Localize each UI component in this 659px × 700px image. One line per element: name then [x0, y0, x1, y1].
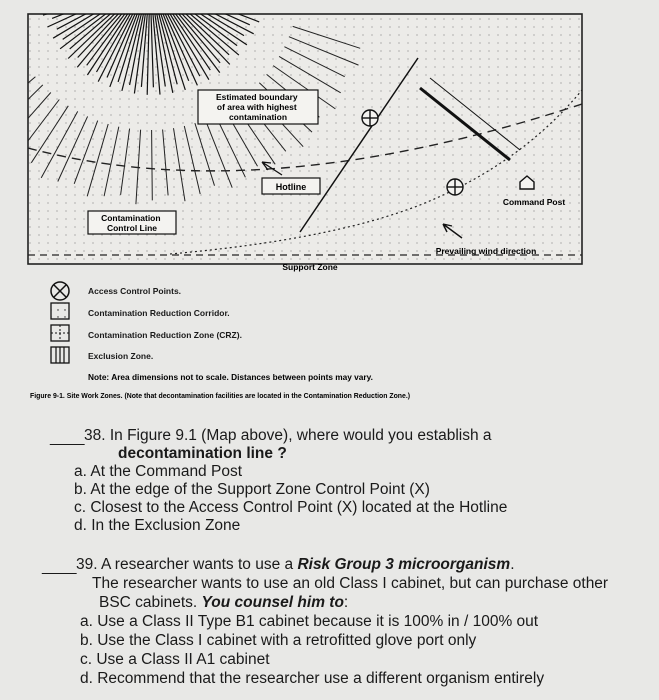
hatch-line	[152, 130, 153, 200]
contamination-ray	[43, 0, 122, 15]
legend	[51, 282, 373, 382]
dashed-square-icon	[51, 325, 69, 341]
ccl-label-line-2: Control Line	[106, 223, 158, 233]
option-d[interactable]: d. Recommend that the researcher use a different organism entirely	[80, 670, 545, 687]
answer-blank[interactable]: ____	[42, 558, 77, 575]
svg-text:Contamination Control Line	[101, 213, 163, 233]
contamination-ray	[179, 0, 257, 2]
boundary-label-line-1: Estimated boundary	[215, 92, 298, 102]
contamination-ray	[179, 0, 263, 10]
access-control-point-icon	[362, 110, 378, 126]
hatch-line	[0, 59, 23, 96]
hotline-label: Hotline	[275, 182, 307, 192]
support-zone-label: Support Zone	[282, 262, 338, 272]
stem-emphasis: Risk Group 3 microorganism	[297, 556, 511, 573]
option-c[interactable]: c. Use a Class II A1 cabinet	[80, 651, 270, 668]
ccl-label-line-1: Contamination	[101, 213, 161, 223]
access-control-point-icon	[447, 179, 463, 195]
question-stem-line-3	[99, 594, 348, 612]
option-d[interactable]: d. In the Exclusion Zone	[74, 517, 241, 534]
svg-text:Access Control Points. C	[88, 286, 244, 361]
contamination-ray	[179, 0, 255, 14]
option-b[interactable]: b. Use the Class I cabinet with a retrofitted glove port only	[80, 632, 477, 649]
answer-blank[interactable]: ____	[50, 429, 85, 446]
circle-x-icon	[51, 282, 69, 300]
legend-item-exclusion: Exclusion Zone.	[88, 351, 154, 361]
question-stem-line-1	[76, 556, 515, 574]
figure-caption: Figure 9-1. Site Work Zones. (Note that decontamination facilities are located in the Contamination Reduction Zone.)	[30, 393, 411, 400]
contamination-ray	[34, 0, 121, 11]
stem-emphasis: You counsel him to	[201, 594, 344, 611]
wind-direction-label: Prevailing wind direction	[435, 246, 537, 256]
hatched-square-icon	[51, 347, 69, 363]
option-b[interactable]: b. At the edge of the Support Zone Control Point (X)	[74, 481, 430, 498]
legend-item-crz: Contamination Reduction Zone (CRZ).	[88, 330, 242, 340]
boundary-label-line-3: contamination	[228, 112, 288, 122]
figure-note: Note: Area dimensions not to scale. Distances between points may vary.	[88, 372, 373, 382]
stem-punct: .	[510, 556, 515, 573]
stem-text: 39. A researcher wants to use a	[76, 556, 298, 573]
option-c[interactable]: c. Closest to the Access Control Point (X) located at the Hotline	[74, 499, 508, 516]
stem-text: BSC cabinets.	[99, 594, 202, 611]
hatch-line	[0, 68, 29, 106]
legend-item-corridor: Contamination Reduction Corridor.	[88, 308, 230, 318]
contamination-ray	[40, 0, 121, 3]
question-stem: 38. In Figure 9.1 (Map above), where would you establish a	[84, 427, 492, 444]
legend-item-access-control: Access Control Points.	[88, 286, 182, 296]
option-a[interactable]: a. At the Command Post	[74, 463, 243, 480]
stem-punct: :	[343, 594, 349, 611]
question-stem-line-2: The researcher wants to use an old Class I cabinet, but can purchase other	[92, 575, 609, 592]
question-stem-line-2: decontamination line ?	[118, 445, 287, 462]
dotted-square-icon	[51, 303, 69, 319]
option-a[interactable]: a. Use a Class II Type B1 cabinet because it is 100% in / 100% out	[80, 613, 539, 630]
boundary-label-line-2: of area with highest	[216, 102, 297, 112]
command-post-label: Command Post	[502, 197, 566, 207]
